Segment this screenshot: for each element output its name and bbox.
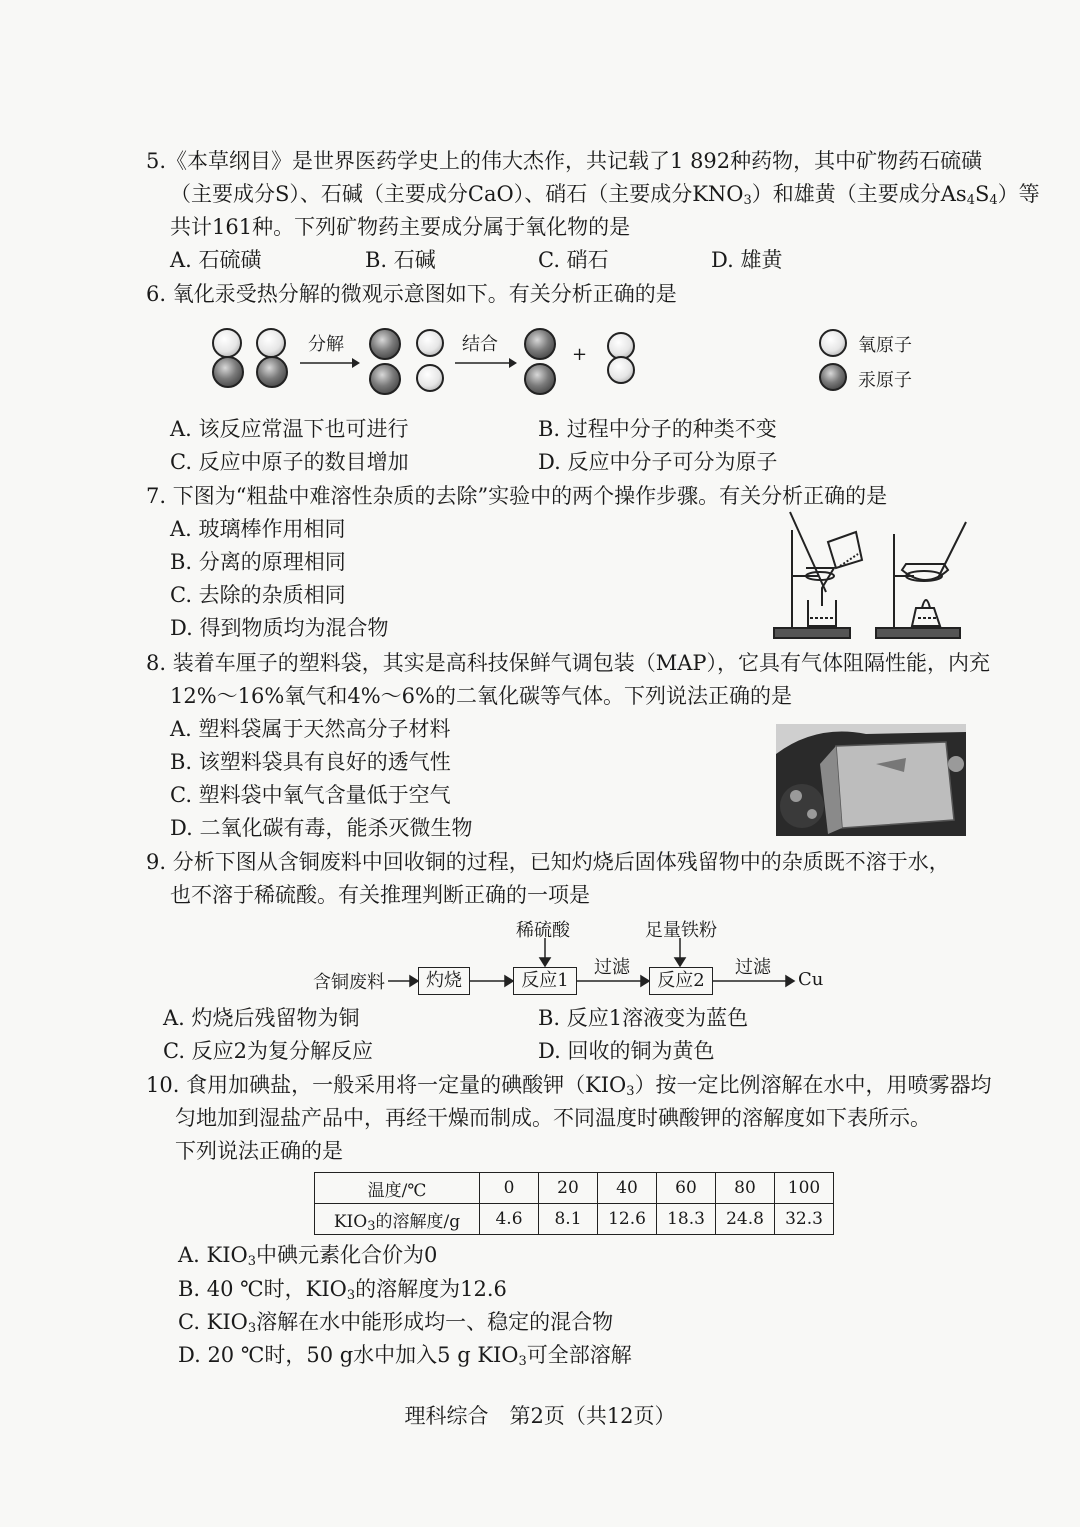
table-header-temp: 温度/℃ <box>315 1173 480 1204</box>
mercury-atom <box>369 328 401 360</box>
q5-option-a: A. 石硫磺 <box>170 248 262 272</box>
oxygen-atom <box>256 328 286 358</box>
table-cell: 12.6 <box>598 1204 657 1235</box>
q9-option-b: B. 反应1溶液变为蓝色 <box>538 1006 749 1030</box>
q10-option-c: C. $KIO_3$溶解在水中能形成均一、稳定的混合物 <box>178 1310 614 1336</box>
table-header-solubility: $KIO_3$的溶解度/g <box>315 1204 480 1235</box>
q10-option-b: B. 40 ℃时，$KIO_3$的溶解度为12.6 <box>178 1277 507 1303</box>
q7-stem: 7. 下图为“粗盐中难溶性杂质的去除”实验中的两个操作步骤。有关分析正确的是 <box>146 484 888 508</box>
oxygen-atom <box>416 329 444 357</box>
flow-step-reaction-1: 反应1 <box>513 967 577 995</box>
arrow-label-decompose: 分解 <box>308 334 344 355</box>
q9-line2: 也不溶于稀硫酸。有关推理判断正确的一项是 <box>170 883 590 907</box>
mercury-atom <box>212 356 244 388</box>
legend-mercury-label: 汞原子 <box>858 370 912 391</box>
q7-option-c: C. 去除的杂质相同 <box>170 583 346 607</box>
solubility-table <box>314 1172 834 1235</box>
q8-line2: 12%～16%氧气和4%～6%的二氧化碳等气体。下列说法正确的是 <box>170 684 792 708</box>
table-cell: 32.3 <box>775 1204 834 1235</box>
mercury-atom <box>524 328 556 360</box>
flow-step-roast: 灼烧 <box>418 967 470 995</box>
q6-option-c: C. 反应中原子的数目增加 <box>170 450 409 474</box>
q10-option-a: A. $KIO_3$中碘元素化合价为0 <box>178 1243 438 1269</box>
flow-reagent-1: 稀硫酸 <box>516 920 570 941</box>
table-cell: 4.6 <box>480 1204 539 1235</box>
table-cell: 0 <box>480 1173 539 1204</box>
q8-option-a: A. 塑料袋属于天然高分子材料 <box>170 717 451 741</box>
flow-filter-1: 过滤 <box>594 957 630 978</box>
q9-option-a: A. 灼烧后残留物为铜 <box>163 1006 360 1030</box>
oxygen-atom <box>212 328 242 358</box>
q6-option-b: B. 过程中分子的种类不变 <box>538 417 777 441</box>
q5-line2: （主要成分S）、石碱（主要成分CaO）、硝石（主要成分$KNO_3$）和雄黄（主要成分$As_4S_4$）等 <box>170 182 1040 208</box>
q6-option-a: A. 该反应常温下也可进行 <box>170 417 409 441</box>
legend-oxygen-label: 氧原子 <box>858 335 912 356</box>
q5-line3: 共计161种。下列矿物药主要成分属于氧化物的是 <box>170 215 631 239</box>
q9-line1: 9. 分析下图从含铜废料中回收铜的过程，已知灼烧后固体残留物中的杂质既不溶于水， <box>146 850 950 874</box>
oxygen-atom <box>607 356 635 384</box>
q6-stem: 6. 氧化汞受热分解的微观示意图如下。有关分析正确的是 <box>146 282 677 306</box>
flow-reagent-2: 足量铁粉 <box>645 920 717 941</box>
table-cell: 100 <box>775 1173 834 1204</box>
table-row <box>315 1204 834 1235</box>
mercury-atom <box>256 356 288 388</box>
q10-line3: 下列说法正确的是 <box>175 1139 343 1163</box>
table-cell: 20 <box>539 1173 598 1204</box>
q5-line1: 5.《本草纲目》是世界医药学史上的伟大杰作，共记载了1 892种药物，其中矿物药石硫磺 <box>146 149 983 173</box>
table-cell: 18.3 <box>657 1204 716 1235</box>
table-cell: 40 <box>598 1173 657 1204</box>
q8-option-c: C. 塑料袋中氧气含量低于空气 <box>170 783 451 807</box>
arrow-decompose-icon <box>300 356 360 370</box>
q8-option-d: D. 二氧化碳有毒，能杀灭微生物 <box>170 816 473 840</box>
flow-step-reaction-2: 反应2 <box>649 967 713 995</box>
q8-line1: 8. 装着车厘子的塑料袋，其实是高科技保鲜气调包装（MAP），它具有气体阻隔性能，内充 <box>146 651 991 675</box>
page-footer: 理科综合 第2页（共12页） <box>404 1404 676 1428</box>
table-row <box>315 1173 834 1204</box>
q10-line1: 10. 食用加碘盐，一般采用将一定量的碘酸钾$(KIO_3)$按一定比例溶解在水中，用喷雾器均 <box>146 1073 992 1099</box>
q7-option-a: A. 玻璃棒作用相同 <box>170 517 346 541</box>
q5-option-c: C. 硝石 <box>538 248 609 272</box>
table-cell: 80 <box>716 1173 775 1204</box>
q6-option-d: D. 反应中分子可分为原子 <box>538 450 778 474</box>
flow-filter-2: 过滤 <box>735 957 771 978</box>
flow-end: Cu <box>798 969 824 990</box>
mercury-atom <box>524 363 556 395</box>
legend-oxygen-icon <box>819 329 847 357</box>
plus-sign: + <box>572 344 588 365</box>
q9-option-d: D. 回收的铜为黄色 <box>538 1039 715 1063</box>
q7-option-d: D. 得到物质均为混合物 <box>170 616 389 640</box>
arrow-label-combine: 结合 <box>462 334 498 355</box>
q9-option-c: C. 反应2为复分解反应 <box>163 1039 374 1063</box>
legend-mercury-icon <box>819 363 847 391</box>
q5-option-b: B. 石碱 <box>365 248 436 272</box>
table-cell: 8.1 <box>539 1204 598 1235</box>
q10-line2: 匀地加到湿盐产品中，再经干燥而制成。不同温度时碘酸钾的溶解度如下表所示。 <box>175 1106 931 1130</box>
flow-start: 含铜废料 <box>313 972 385 993</box>
table-cell: 60 <box>657 1173 716 1204</box>
q8-option-b: B. 该塑料袋具有良好的透气性 <box>170 750 451 774</box>
oxygen-atom <box>416 364 444 392</box>
mercury-atom <box>369 363 401 395</box>
q7-option-b: B. 分离的原理相同 <box>170 550 346 574</box>
q5-option-d: D. 雄黄 <box>711 248 783 272</box>
lab-apparatus-image <box>770 508 970 642</box>
table-cell: 24.8 <box>716 1204 775 1235</box>
q10-option-d: D. 20 ℃时，50 g水中加入5 g $KIO_3$可全部溶解 <box>178 1343 632 1369</box>
arrow-combine-icon <box>455 356 517 370</box>
cherry-package-photo <box>776 724 966 836</box>
